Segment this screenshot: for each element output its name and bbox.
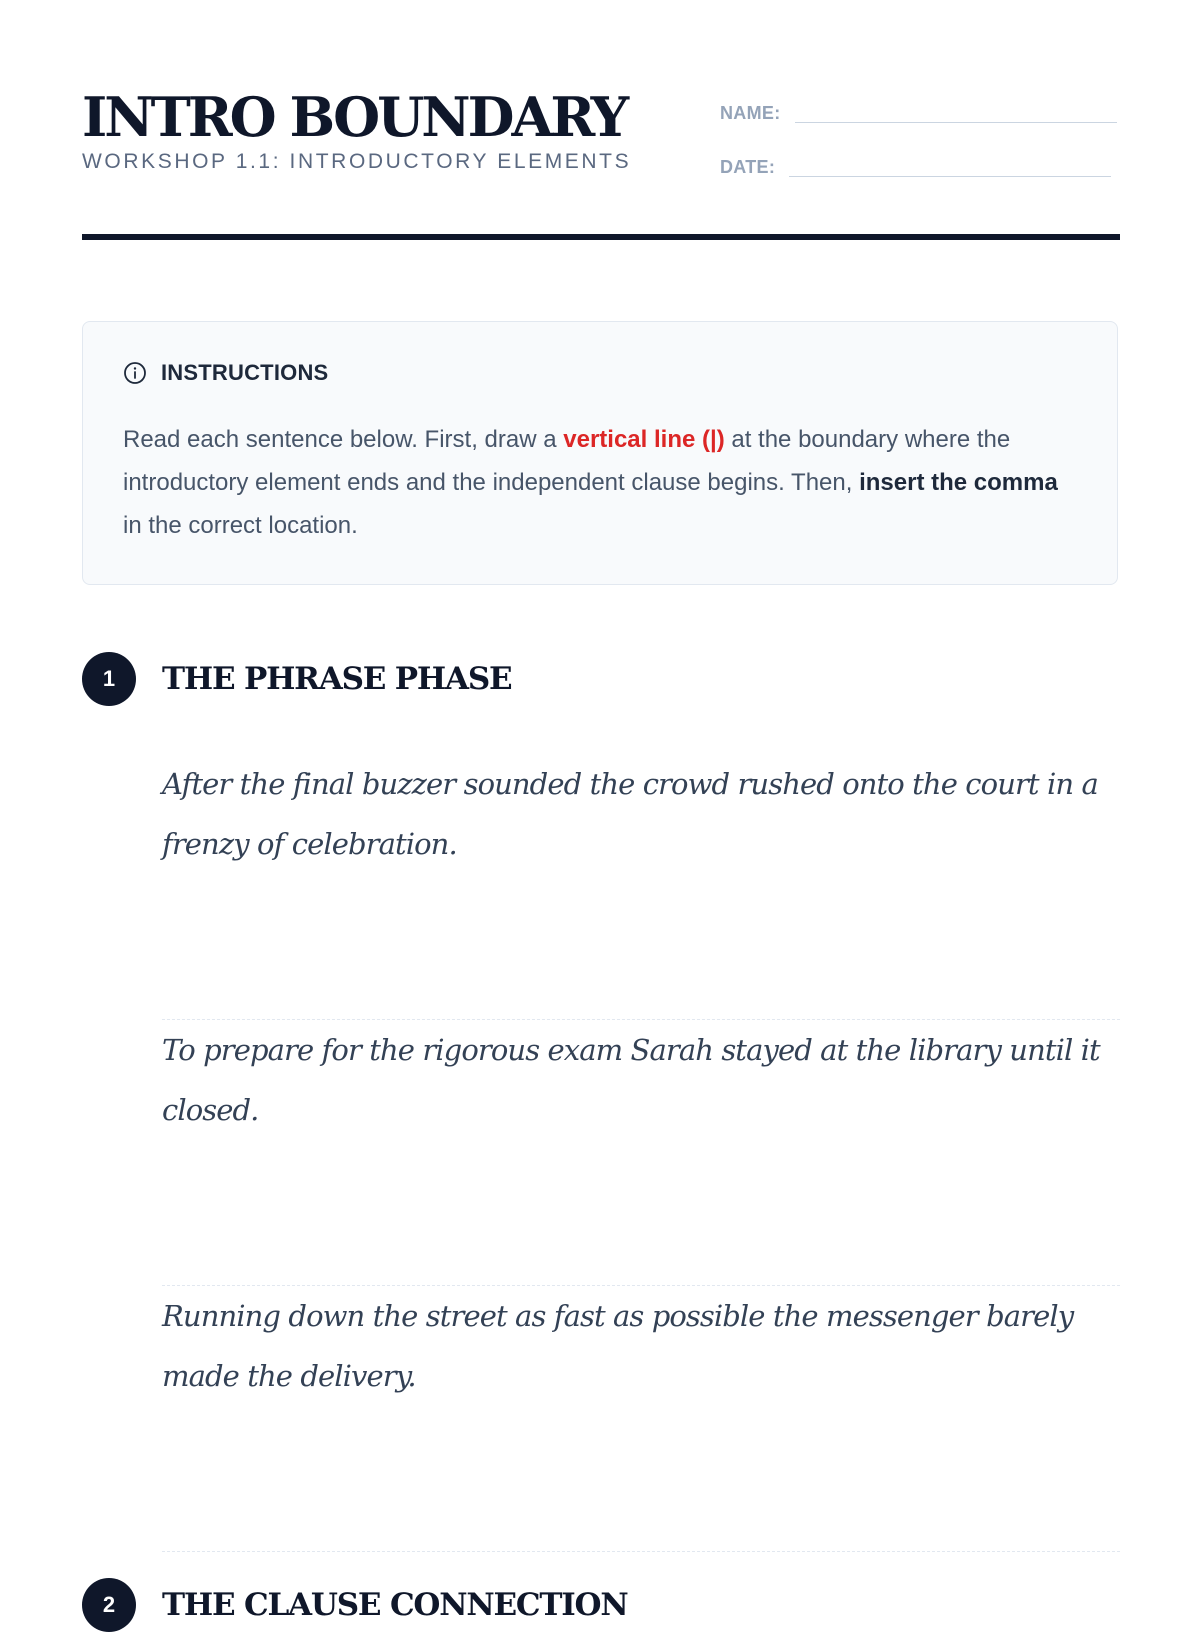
name-label: NAME:	[720, 103, 781, 123]
instructions-title: INSTRUCTIONS	[161, 360, 329, 385]
instructions-heading	[123, 360, 328, 386]
date-input-line[interactable]	[789, 146, 1111, 177]
exercise-item	[162, 1286, 1120, 1552]
instructions-text-part: Read each sentence below. First, draw a	[123, 426, 564, 453]
name-input-line[interactable]	[795, 92, 1117, 123]
instructions-highlight-comma: insert the comma	[859, 469, 1058, 496]
worksheet-page	[82, 0, 1120, 1623]
exercise-sentence[interactable]: After the final buzzer sounded the crowd rushed onto the court in a frenzy of celebration.	[162, 767, 1098, 861]
exercise-sentence[interactable]: To prepare for the rigorous exam Sarah stayed at the library until it closed.	[162, 1033, 1100, 1127]
worksheet-header	[82, 0, 1120, 242]
instructions-text-part: in the correct location.	[123, 512, 358, 539]
instructions-panel	[82, 321, 1118, 585]
exercise-item	[162, 754, 1120, 1020]
date-field	[720, 146, 1111, 177]
instructions-text	[123, 418, 1073, 547]
name-field	[720, 92, 1117, 123]
section-title: THE PHRASE PHASE	[162, 661, 512, 697]
info-icon	[123, 361, 147, 385]
instructions-text-part: at the boundary where the introductory element ends and the independent clause begins. Then,	[123, 426, 1011, 496]
date-label: DATE:	[720, 157, 776, 177]
page-title: INTRO BOUNDARY	[82, 85, 627, 149]
section-title: THE CLAUSE CONNECTION	[162, 1587, 628, 1623]
instructions-highlight-vertical-line: vertical line (|)	[563, 426, 725, 453]
page-subtitle: WORKSHOP 1.1: INTRODUCTORY ELEMENTS	[82, 150, 632, 173]
exercise-item	[162, 1020, 1120, 1286]
section-number-badge: 2	[82, 1578, 136, 1632]
answer-divider	[162, 1551, 1120, 1552]
header-divider	[82, 234, 1120, 240]
section-number-badge: 1	[82, 652, 136, 706]
exercise-sentence[interactable]: Running down the street as fast as possible the messenger barely made the delivery.	[162, 1299, 1074, 1393]
